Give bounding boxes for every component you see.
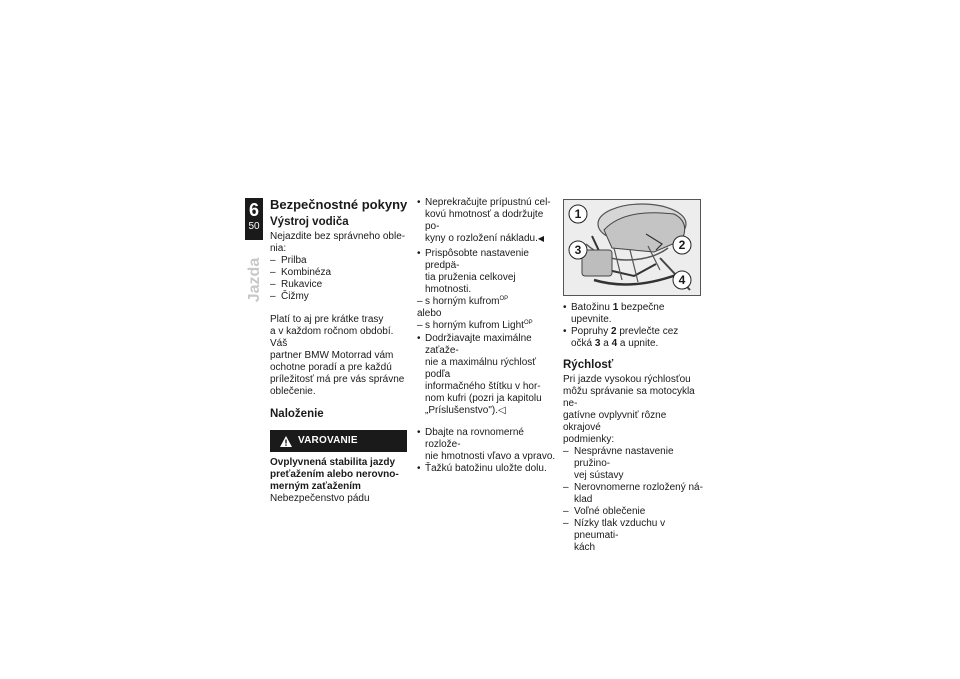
bullet-line: nie a maximálnu rýchlosť podľa [425, 357, 537, 380]
bullet-line: • Dodržiavajte maximálne zaťaže- [425, 333, 532, 356]
condition-line: – Voľné oblečenie [574, 506, 646, 517]
bullet-balance [417, 427, 557, 463]
end-marker-icon: ◀ [537, 234, 544, 243]
gear-paragraph [270, 314, 410, 398]
bullet-secure-luggage [563, 302, 703, 326]
condition-line: – Nízky tlak vzduchu v pneumati- [574, 518, 666, 541]
bullet-text: a upnite. [617, 338, 659, 349]
condition-item [563, 518, 703, 554]
bullet-line: tia pruženia celkovej hmotnosti. [425, 272, 516, 295]
bullet-text: Batožinu [571, 302, 613, 313]
condition-item [563, 446, 703, 482]
callout-3: 3 [574, 243, 582, 257]
end-marker-icon: ◁ [498, 405, 506, 416]
bullet-line: nom kufri (pozri ja kapitolu [425, 393, 542, 404]
condition-item [563, 506, 703, 518]
bullet-line-text: kyny o rozložení nákladu. [425, 233, 538, 244]
warning-bold-line: merným zaťažením [270, 481, 361, 492]
intro-line-2: nia: [270, 243, 287, 254]
condition-line: – Nerovnomerne rozložený ná- [574, 482, 703, 493]
intro-line-1: Nejazdite bez správneho oble- [270, 231, 406, 242]
subheading-speed: Rýchlosť [563, 359, 614, 371]
bullet-line [571, 302, 703, 326]
bullet-line-text: „Príslušenstvo"). [425, 405, 499, 416]
condition-line: kách [574, 542, 596, 553]
bullet-line: • Dbajte na rovnomerné rozlože- [425, 427, 524, 450]
callout-ref: 3 [594, 338, 601, 349]
warning-banner [270, 430, 407, 452]
para-line: partner BMW Motorrad vám [270, 350, 394, 361]
option-text: s horným kufrom Light [425, 320, 524, 331]
callout-1: 1 [574, 207, 582, 221]
callout-ref: 4 [611, 338, 618, 349]
subheading-loading: Naloženie [270, 408, 324, 420]
bullet-text: Popruhy [571, 326, 612, 337]
warning-triangle-icon [280, 436, 292, 447]
callout-ref: 1 [612, 302, 619, 313]
bullet-line: nie hmotnosti vľavo a vpravo. [425, 451, 556, 462]
option-topcase-light [417, 320, 557, 332]
bullet-line [571, 326, 703, 338]
bullet-load-limit [417, 197, 557, 245]
option-topcase [417, 296, 557, 308]
para-line: a v každom ročnom období. Váš [270, 326, 394, 349]
column-1 [270, 197, 410, 505]
column-2 [417, 197, 557, 475]
condition-line: klad [574, 494, 593, 505]
bullet-line [571, 338, 703, 350]
para-line: gatívne ovplyvniť rôzne okrajové [563, 410, 667, 433]
alebo-text: alebo [417, 308, 442, 319]
bullet-line: • Neprekračujte prípustnú cel- [425, 197, 551, 208]
para-line: môžu správanie sa motocykla ne- [563, 386, 695, 409]
bullet-line: • Prispôsobte nastavenie predpä- [425, 248, 529, 271]
bullet-line: informačného štítku v hor- [425, 381, 541, 392]
bullet-line: • Ťažkú batožinu uložte dolu. [425, 463, 547, 474]
para-line: oblečenie. [270, 386, 316, 397]
bullet-preload [417, 248, 557, 296]
para-line: podmienky: [563, 434, 615, 445]
option-marker: OP [523, 320, 533, 326]
bullet-heavy-low [417, 463, 557, 475]
gear-item: – Rukavice [270, 279, 410, 291]
bullet-straps [563, 326, 703, 350]
callout-4: 4 [678, 273, 686, 287]
page-number: 50 [248, 221, 260, 232]
warning-bold-line: Ovplyvnená stabilita jazdy [270, 457, 396, 468]
warning-bold-line: preťažením alebo nerovno- [270, 469, 399, 480]
bullet-text: prevlečte cez [616, 326, 679, 337]
para-line: Platí to aj pre krátke trasy [270, 314, 384, 325]
subheading-rider-gear: Výstroj vodiča [270, 216, 349, 228]
bullet-line [425, 405, 557, 417]
option-marker: OP [499, 296, 509, 302]
bullet-line [425, 233, 557, 245]
callout-2: 2 [678, 238, 686, 252]
gear-item: – Kombinéza [270, 267, 410, 279]
bullet-line: kovú hmotnosť a dodržujte po- [425, 209, 544, 232]
luggage-photo [563, 199, 701, 296]
gear-item: – Prilba [270, 255, 410, 267]
condition-item [563, 482, 703, 506]
gear-item: – Čižmy [270, 291, 410, 303]
column-3 [563, 302, 703, 554]
chapter-number: 6 [248, 200, 259, 220]
section-heading: Bezpečnostné pokyny [270, 197, 408, 212]
callout-ref: 2 [611, 326, 617, 337]
bullet-text: bezpečne upevnite. [571, 302, 665, 325]
chapter-side-label: Jazda [246, 257, 263, 303]
para-line: ochotne poradí a pre každú [270, 362, 392, 373]
option-text: s horným kufrom [425, 296, 500, 307]
para-line: príležitosť má pre vás správne [270, 374, 405, 385]
bullet-text: a [600, 338, 612, 349]
speed-paragraph [563, 374, 703, 446]
warning-title [270, 457, 410, 493]
warning-label: VAROVANIE [298, 435, 358, 446]
condition-line: vej sústavy [574, 470, 624, 481]
bullet-max-load [417, 333, 557, 417]
warning-text: Nebezpečenstvo pádu [270, 493, 370, 504]
chapter-tab [245, 198, 263, 240]
para-line: Pri jazde vysokou rýchlosťou [563, 374, 691, 385]
condition-line: – Nesprávne nastavenie pružino- [574, 446, 674, 469]
bullet-text: očká [571, 338, 595, 349]
